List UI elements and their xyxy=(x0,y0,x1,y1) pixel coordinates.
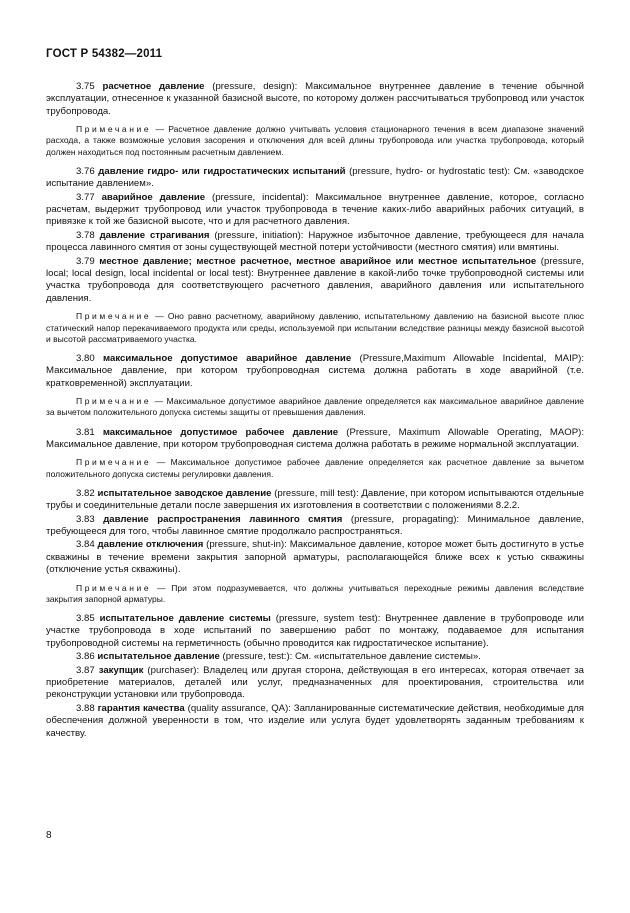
term-text: (purchaser): Владелец или другая сторона, действующая в его интересах, которая отвечает за приобретение материалов, деталей или услуг, предназначенных для проектирования, строительства или реконструкции установки или трубопровода. xyxy=(46,664,585,701)
term-number: 3.86 xyxy=(76,651,95,663)
term-text: (pressure, design): Максимальное внутреннее давление в течение обычной эксплуатации, отнесенное к указанной базисной высоте, по которому должен рассчитываться трубопровод или участок трубопровода. xyxy=(46,81,584,117)
term-text: (Pressure,Maximum Allowable Incidental, MAIP): Максимальное давление, при котором трубопроводная система должна работать в ходе аварийной (т.е. кратковременной) эксплуатации. xyxy=(46,352,584,389)
term-definition xyxy=(46,514,584,539)
term-name: местное давление; местное расчетное, местное аварийное или местное испытательное xyxy=(99,255,537,267)
term-number: 3.82 xyxy=(76,487,95,499)
term-number: 3.88 xyxy=(76,702,95,714)
term-definition xyxy=(46,427,584,452)
term-text: (pressure, mill test): Давление, при котором испытываются отдельные трубы и соединительные детали после завершения их изготовления в соответствии с положениями 8.2.2. xyxy=(46,487,584,512)
term-number: 3.87 xyxy=(76,664,95,676)
note xyxy=(46,124,584,158)
term-text: (pressure, local; local design, local incidental or local test): Внутреннее давление в какой-либо точке трубопроводной системы или участка трубопровода для соответствующего расчетного давления, аварийного давления или испытательного давления. xyxy=(46,255,584,304)
document-body xyxy=(46,81,584,741)
term-text: (pressure, initiation): Наружное избыточное давление, требующееся для начала процесса лавинного смятия от зоны существующей местной потери устойчивости (местного смятия) или вмятины. xyxy=(46,229,585,254)
term-text: (pressure, test:): См. «испытательное давление системы». xyxy=(219,651,481,663)
term-definition xyxy=(46,539,584,576)
term-number: 3.85 xyxy=(76,613,95,624)
term-number: 3.76 xyxy=(76,165,95,177)
term-name: давление отключения xyxy=(97,539,204,551)
note-label: Примечание xyxy=(76,457,152,468)
term-text: (pressure, hydro- or hydrostatic test): См. «заводское испытание давлением». xyxy=(46,165,584,190)
term-text: (pressure, propagating): Минимальное давление, требующееся для того, чтобы лавинное смятие продолжало распространяться. xyxy=(46,513,584,537)
term-definition xyxy=(46,613,584,650)
note xyxy=(46,396,584,418)
term-name: испытательное давление xyxy=(97,651,220,663)
term-text: (quality assurance, QA): Запланированные систематические действия, необходимые для обеспечения должной уверенности в том, что изделие или услуга будет удовлетворять заданным требованиям к качеству. xyxy=(46,702,584,739)
term-number: 3.79 xyxy=(76,255,95,267)
term-text: (pressure, system test): Внутреннее давление в трубопроводе или участке трубопровода в ходе испытаний по завершению работ по монтажу, подаваемое для испытания трубопроводной системы на герметичность (обычно проводится как гидростатическое испытание). xyxy=(46,613,584,649)
term-name: расчетное давление xyxy=(102,81,205,92)
term-name: максимальное допустимое рабочее давление xyxy=(102,426,339,438)
term-number: 3.78 xyxy=(76,229,95,241)
note xyxy=(46,583,584,605)
note-text: — При этом подразумевается, что должны учитываться переходные режимы давления вследствие закрытия запорной арматуры. xyxy=(46,582,584,604)
note-label: Примечание xyxy=(76,124,152,135)
term-text: (pressure, shut-in): Максимальное давление, которое может быть достигнуто в устье скважины в течение времени закрытия запорной арматуры, располагающейся ближе всех к устью скважины (отключение устья скважины). xyxy=(46,539,584,576)
term-definition xyxy=(46,651,584,663)
term-definition xyxy=(46,703,584,740)
term-name: давление гидро- или гидростатических испытаний xyxy=(98,165,346,177)
term-number: 3.83 xyxy=(76,513,95,525)
term-name: испытательное давление системы xyxy=(99,613,271,624)
term-definition xyxy=(46,230,584,255)
term-name: максимальное допустимое аварийное давление xyxy=(103,352,352,364)
note-label: Примечание xyxy=(76,582,152,593)
term-number: 3.80 xyxy=(76,352,95,364)
note-label: Примечание xyxy=(76,396,152,407)
note-text: — Расчетное давление должно учитывать условия стационарного течения в всем диапазоне значений расхода, а также возможные условия засорения и отключения для всей длины трубопровода или участка трубопровода, который должен находиться под постоянным расчетным давлением. xyxy=(46,124,584,157)
term-number: 3.81 xyxy=(76,426,95,438)
note-label: Примечание xyxy=(76,311,152,322)
page-header: ГОСТ Р 54382—2011 xyxy=(46,48,163,60)
term-definition xyxy=(46,488,584,513)
term-definition xyxy=(46,81,584,118)
term-name: испытательное заводское давление xyxy=(97,487,272,499)
note xyxy=(46,311,584,345)
term-definition xyxy=(46,192,584,229)
term-name: аварийное давление xyxy=(101,191,206,203)
term-text: (Pressure, Maximum Allowable Operating, MAOP): Максимальное давление, при котором трубопроводная система должна работать в режиме нормальной эксплуатации. xyxy=(46,426,584,450)
term-number: 3.84 xyxy=(76,539,95,551)
term-number: 3.77 xyxy=(76,191,95,203)
note xyxy=(46,457,584,479)
term-definition xyxy=(46,665,584,702)
term-name: гарантия качества xyxy=(97,702,185,714)
term-name: давление распространения лавинного смятия xyxy=(103,513,343,525)
term-text: (pressure, incidental): Максимальное внутреннее давление, которое, согласно расчетам, выдержит трубопровод или участок трубопровода в течение каких-либо аварийных рабочих ситуаций, в привязке к той же базисной высоте, что и для расчетного давления. xyxy=(46,191,584,228)
term-name: закупщик xyxy=(98,664,144,676)
page-number: 8 xyxy=(46,830,52,841)
note-text: — Максимальное допустимое аварийное давление определяется как максимальное аварийное давление за вычетом положительного допуска системы защиты от превышения давления. xyxy=(46,396,584,418)
term-name: давление страгивания xyxy=(99,229,210,241)
term-number: 3.75 xyxy=(76,81,95,92)
note-text: — Оно равно расчетному, аварийному давлению, испытательному давлению на базисной высоте плюс статический напор перекачиваемого продукта или среды, используемой при испытании вследствие разницы между базисной высотой и высотой рассматриваемого участка. xyxy=(46,311,584,344)
term-definition xyxy=(46,256,584,306)
term-definition xyxy=(46,353,584,390)
term-definition xyxy=(46,166,584,191)
note-text: — Максимальное допустимое рабочее давление определяется как расчетное давление за вычетом положительного допуска системы регулировки давления. xyxy=(46,457,584,479)
